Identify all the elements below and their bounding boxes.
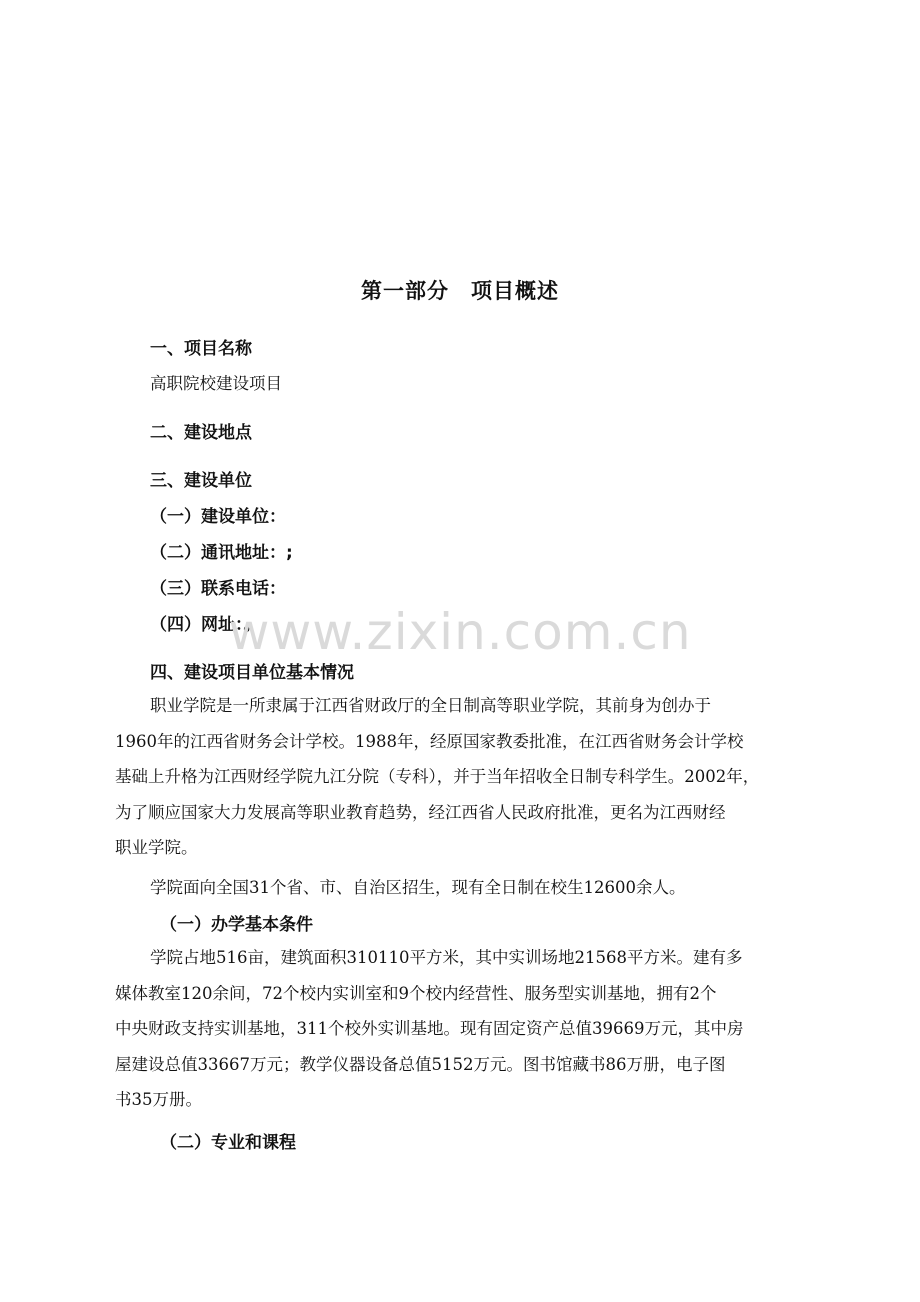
mailing-address-item: （二）通讯地址：; [150,543,293,563]
project-name-value: 高职院校建设项目 [150,374,282,393]
paragraph-line: 屋建设总值33667万元；教学仪器设备总值5152万元。图书馆藏书86万册，电子图 [115,1054,726,1074]
section-1-heading: 一、项目名称 [150,339,252,359]
paragraph-line: 职业学院是一所隶属于江西省财政厅的全日制高等职业学院，其前身为创办于 [150,696,711,715]
conditions-paragraph [115,940,805,1118]
contact-phone-item: （三）联系电话： [150,579,286,599]
page-title: 第一部分 项目概述 [361,279,559,303]
paragraph-line: 学院占地516亩，建筑面积310110平方米，其中实训场地21568平方米。建有多 [150,948,743,967]
subsection-2-heading: （二）专业和课程 [160,1133,296,1153]
section-4-heading: 四、建设项目单位基本情况 [150,663,354,683]
paragraph-line: 书35万册。 [115,1090,202,1109]
paragraph-line: 媒体教室120余间，72个校内实训室和9个校内经营性、服务型实训基地，拥有2个 [115,983,717,1003]
subsection-1-heading: （一）办学基本条件 [160,915,313,935]
construction-unit-item: （一）建设单位： [150,507,286,527]
paragraph-line: 基础上升格为江西财经学院九江分院（专科），并于当年招收全日制专科学生。2002年， [115,767,760,786]
section-2-heading: 二、建设地点 [150,423,252,443]
watermark: www.zixin.com.cn [228,603,692,661]
paragraph-line: 中央财政支持实训基地，311个校外实训基地。现有固定资产总值39669万元，其中房 [115,1019,744,1038]
paragraph-line: 为了顺应国家大力发展高等职业教育趋势，经江西省人民政府批准，更名为江西财经 [115,802,726,822]
paragraph-line: 学院面向全国31个省、市、自治区招生，现有全日制在校生12600余人。 [150,878,686,897]
enrollment-paragraph [115,870,805,906]
section-3-heading: 三、建设单位 [150,471,252,491]
intro-paragraph [115,688,805,866]
paragraph-line: 职业学院。 [115,838,198,857]
paragraph-line: 1960年的江西省财务会计学校。1988年，经原国家教委批准，在江西省财务会计学校 [115,731,744,751]
website-item: （四）网址：。 [150,615,261,635]
